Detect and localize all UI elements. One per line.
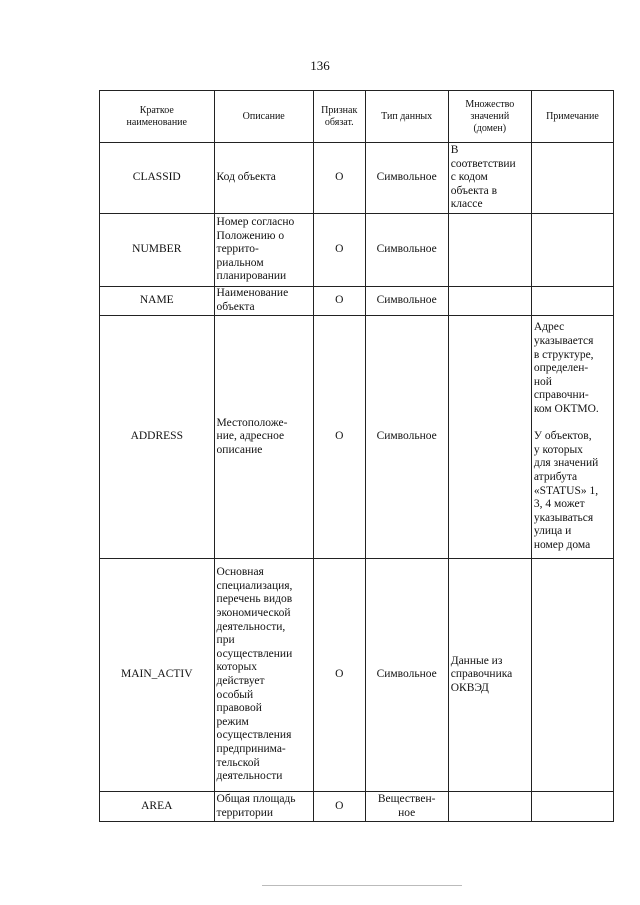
cell-description: Местоположе- ние, адресное описание (214, 316, 313, 559)
cell-description: Наименование объекта (214, 287, 313, 316)
cell-domain (448, 316, 531, 559)
cell-required: О (313, 792, 365, 822)
cell-domain (448, 214, 531, 287)
cell-description: Номер согласно Положению о террито- риальном планировании (214, 214, 313, 287)
cell-required: О (313, 559, 365, 792)
cell-required: О (313, 287, 365, 316)
table-row (100, 214, 614, 287)
cell-domain (448, 287, 531, 316)
cell-domain: В соответствии с кодом объекта в классе (448, 143, 531, 214)
cell-note: Адрес указывается в структуре, определен- ной справочни- ком ОКТМО. У объектов, у которых для значений атрибута «STATUS» 1, 3, 4 может указываться улица и номер дома (531, 316, 613, 559)
header-data-type: Тип данных (365, 91, 448, 143)
table-row (100, 316, 614, 559)
cell-domain: Данные из справочника ОКВЭД (448, 559, 531, 792)
cell-note (531, 143, 613, 214)
table-row (100, 287, 614, 316)
attribute-table (99, 90, 614, 822)
cell-code: ADDRESS (100, 316, 215, 559)
page-footer-divider (262, 885, 462, 886)
cell-description: Код объекта (214, 143, 313, 214)
header-description: Описание (214, 91, 313, 143)
table-row (100, 143, 614, 214)
cell-code: NUMBER (100, 214, 215, 287)
table-row (100, 792, 614, 822)
table-row (100, 559, 614, 792)
cell-note (531, 559, 613, 792)
header-required: Признак обязат. (313, 91, 365, 143)
cell-data-type: Веществен- ное (365, 792, 448, 822)
cell-description: Основная специализация, перечень видов экономической деятельности, при осуществлении которых действует особый правовой режим осуществления предпринима- тельской деятельности (214, 559, 313, 792)
cell-required: О (313, 143, 365, 214)
cell-required: О (313, 214, 365, 287)
cell-code: NAME (100, 287, 215, 316)
cell-note (531, 214, 613, 287)
cell-code: MAIN_ACTIV (100, 559, 215, 792)
cell-data-type: Символьное (365, 143, 448, 214)
header-domain: Множество значений (домен) (448, 91, 531, 143)
cell-data-type: Символьное (365, 559, 448, 792)
header-short-name: Краткое наименование (100, 91, 215, 143)
cell-description: Общая площадь территории (214, 792, 313, 822)
cell-note (531, 792, 613, 822)
cell-note (531, 287, 613, 316)
cell-required: О (313, 316, 365, 559)
cell-domain (448, 792, 531, 822)
header-note: Примечание (531, 91, 613, 143)
cell-data-type: Символьное (365, 287, 448, 316)
page-number: 136 (310, 58, 330, 73)
table-header-row (100, 91, 614, 143)
cell-code: CLASSID (100, 143, 215, 214)
cell-data-type: Символьное (365, 214, 448, 287)
cell-data-type: Символьное (365, 316, 448, 559)
cell-code: AREA (100, 792, 215, 822)
